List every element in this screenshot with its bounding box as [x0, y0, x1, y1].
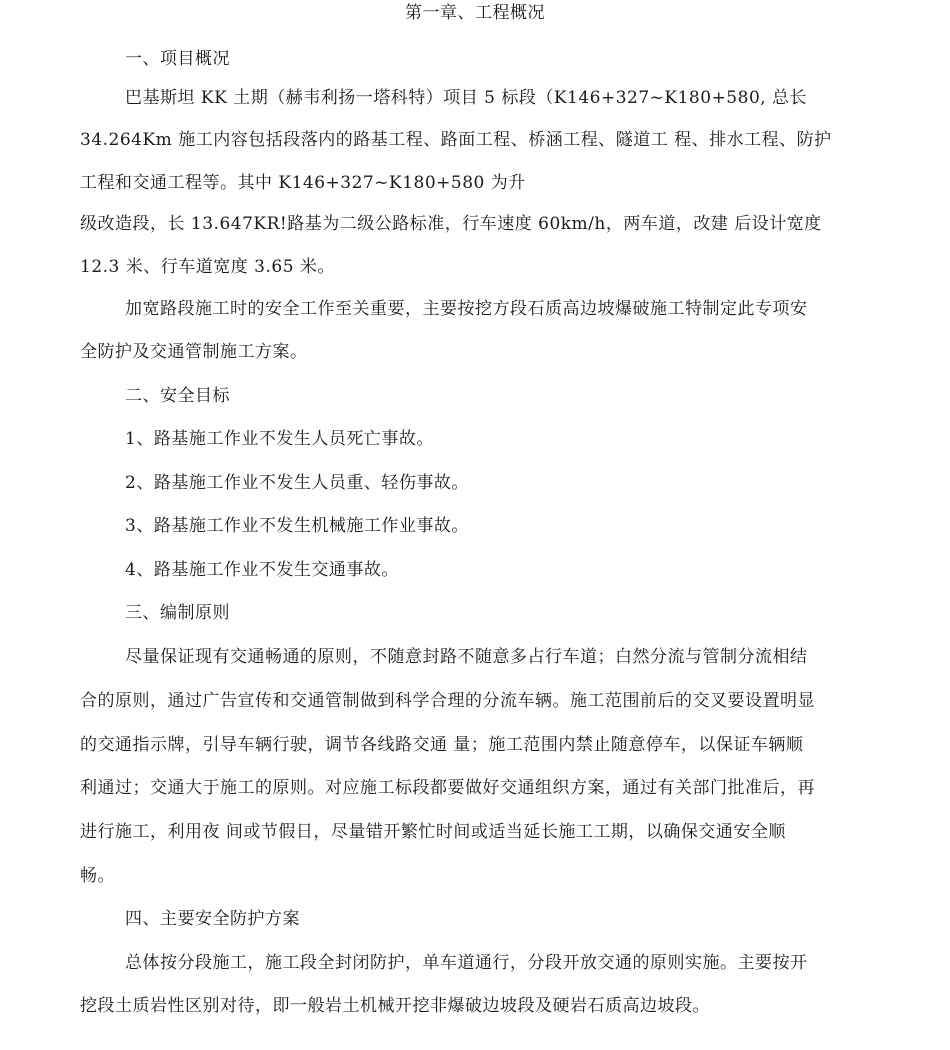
- paragraph-line: 的交通指示牌，引导车辆行驶，调节各线路交通 量；施工范围内禁止随意停车，以保证车辆顺: [80, 735, 804, 755]
- paragraph-line: 总体按分段施工，施工段全封闭防护，单车道通行，分段开放交通的原则实施。主要按开: [125, 953, 808, 973]
- section-heading-project-overview: 一、项目概况: [125, 49, 230, 69]
- section-heading-safety-plan: 四、主要安全防护方案: [125, 909, 300, 929]
- list-item: 4、路基施工作业不发生交通事故。: [125, 560, 399, 580]
- section-heading-principles: 三、编制原则: [125, 603, 230, 623]
- list-item: 1、路基施工作业不发生人员死亡事故。: [125, 429, 434, 449]
- paragraph-line: 尽量保证现有交通畅通的原则，不随意封路不随意多占行车道；白然分流与管制分流相结: [125, 647, 808, 667]
- list-item: 3、路基施工作业不发生机械施工作业事故。: [125, 516, 469, 536]
- paragraph-line: 巴基斯坦 KK 土期（赫韦利扬一塔科特）项目 5 标段（K146+327~K180+580, 总长: [125, 88, 808, 108]
- chapter-title: 第一章、工程概况: [405, 3, 545, 23]
- paragraph-line: 合的原则，通过广告宣传和交通管制做到科学合理的分流车辆。施工范围前后的交叉要设置明显: [80, 691, 815, 711]
- paragraph-line: 加宽路段施工时的安全工作至关重要，主要按挖方段石质高边坡爆破施工特制定此专项安: [125, 299, 808, 319]
- paragraph-line: 全防护及交通管制施工方案。: [80, 342, 308, 362]
- paragraph-line: 34.264Km 施工内容包括段落内的路基工程、路面工程、桥涵工程、隧道工 程、排水工程、防护: [80, 130, 832, 150]
- paragraph-line: 畅。: [80, 866, 115, 886]
- paragraph-line: 工程和交通工程等。其中 K146+327~K180+580 为升: [80, 173, 526, 193]
- paragraph-line: 12.3 米、行车道宽度 3.65 米。: [80, 257, 335, 277]
- paragraph-line: 级改造段，长 13.647KR!路基为二级公路标准，行车速度 60km/h，两车道，改建 后设计宽度: [80, 214, 822, 234]
- paragraph-line: 进行施工，利用夜 间或节假日，尽量错开繁忙时间或适当延长施工工期，以确保交通安全顺: [80, 822, 786, 842]
- paragraph-line: 挖段土质岩性区别对待，即一般岩土机械开挖非爆破边坡段及硬岩石质高边坡段。: [80, 996, 710, 1016]
- list-item: 2、路基施工作业不发生人员重、轻伤事故。: [125, 473, 469, 493]
- section-heading-safety-goals: 二、安全目标: [125, 386, 230, 406]
- paragraph-line: 利通过；交通大于施工的原则。对应施工标段都要做好交通组织方案，通过有关部门批准后，再: [80, 778, 815, 798]
